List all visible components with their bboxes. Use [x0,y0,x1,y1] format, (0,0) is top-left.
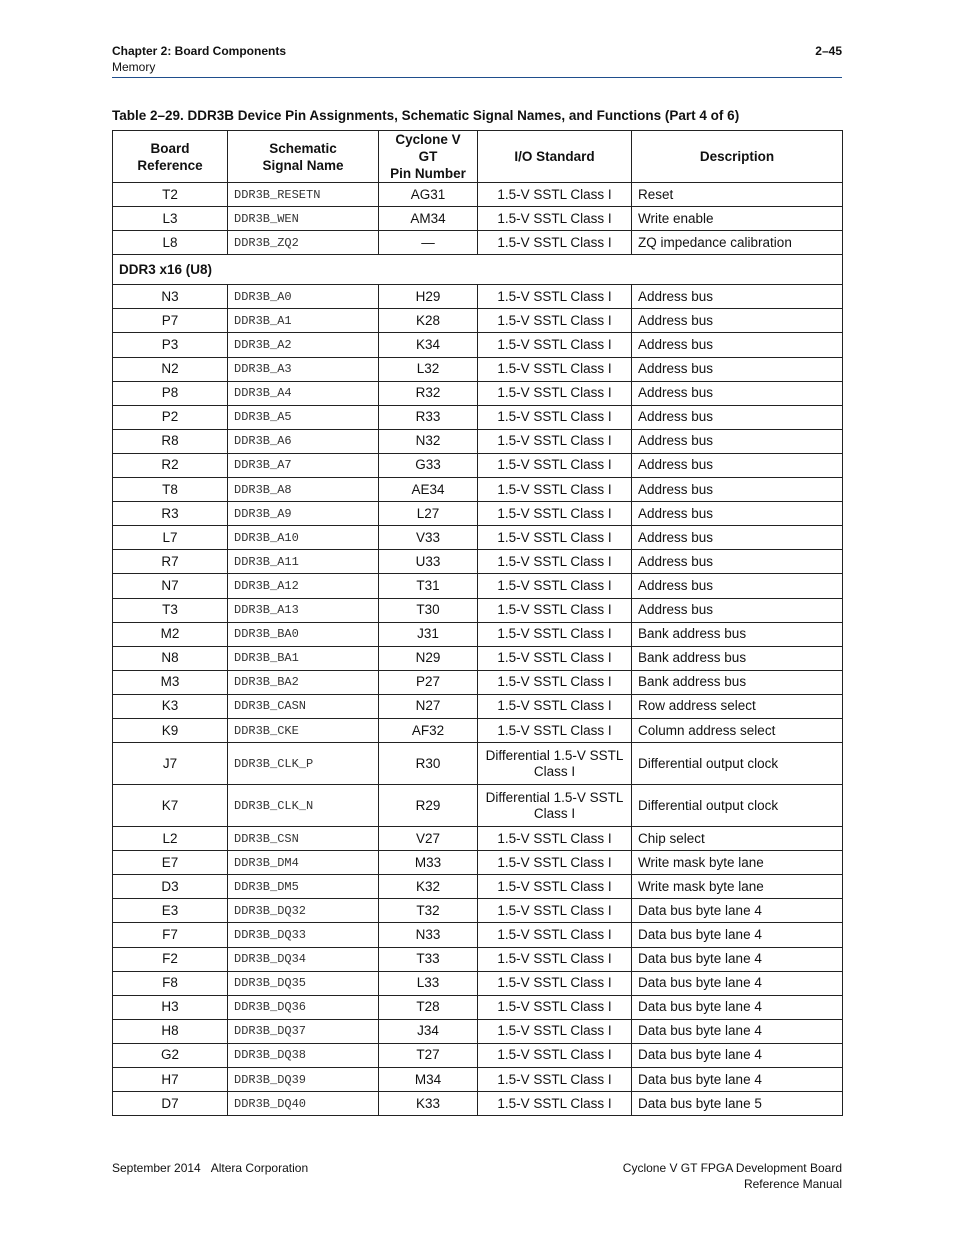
cell-description: ZQ impedance calibration [632,231,843,255]
table-row [113,526,843,550]
cell-board-reference: P8 [113,381,228,405]
cell-description: Data bus byte lane 4 [632,1043,843,1067]
cell-pin-number: R33 [379,405,478,429]
cell-io-standard: 1.5-V SSTL Class I [478,718,632,742]
table-row [113,743,843,785]
cell-signal-name: DDR3B_DQ36 [228,995,379,1019]
table-row [113,429,843,453]
table-row [113,502,843,526]
cell-io-standard: Differential 1.5-V SSTL Class I [478,743,632,785]
cell-pin-number: L27 [379,502,478,526]
cell-signal-name: DDR3B_RESETN [228,183,379,207]
table-row [113,1019,843,1043]
cell-pin-number: AM34 [379,207,478,231]
cell-signal-name: DDR3B_BA2 [228,670,379,694]
cell-pin-number: K33 [379,1092,478,1116]
table-row [113,923,843,947]
cell-pin-number: N29 [379,646,478,670]
cell-io-standard: 1.5-V SSTL Class I [478,574,632,598]
footer-date: September 2014 [112,1161,201,1175]
table-row [113,381,843,405]
cell-signal-name: DDR3B_DQ32 [228,899,379,923]
table-row [113,574,843,598]
cell-signal-name: DDR3B_DQ39 [228,1068,379,1092]
header-divider [112,77,842,78]
cell-board-reference: D3 [113,875,228,899]
table-caption: Table 2–29. DDR3B Device Pin Assignments, Schematic Signal Names, and Functions (Part 4 of 6) [112,108,740,123]
cell-pin-number: AG31 [379,183,478,207]
cell-pin-number: T33 [379,947,478,971]
cell-board-reference: M2 [113,622,228,646]
cell-io-standard: 1.5-V SSTL Class I [478,646,632,670]
col-header-description: Description [632,131,843,183]
cell-description: Address bus [632,429,843,453]
cell-description: Data bus byte lane 4 [632,971,843,995]
cell-io-standard: 1.5-V SSTL Class I [478,309,632,333]
cell-description: Address bus [632,405,843,429]
cell-description: Address bus [632,453,843,477]
cell-io-standard: 1.5-V SSTL Class I [478,453,632,477]
table-row [113,785,843,827]
cell-signal-name: DDR3B_DM5 [228,875,379,899]
table-section [113,255,843,285]
col-header-board-reference: Board Reference [113,131,228,183]
cell-io-standard: 1.5-V SSTL Class I [478,381,632,405]
cell-pin-number: — [379,231,478,255]
table-row [113,231,843,255]
cell-pin-number: J34 [379,1019,478,1043]
cell-io-standard: 1.5-V SSTL Class I [478,526,632,550]
cell-signal-name: DDR3B_A1 [228,309,379,333]
cell-description: Write mask byte lane [632,875,843,899]
cell-board-reference: K9 [113,718,228,742]
cell-description: Data bus byte lane 4 [632,923,843,947]
cell-board-reference: M3 [113,670,228,694]
cell-io-standard: 1.5-V SSTL Class I [478,622,632,646]
cell-signal-name: DDR3B_A6 [228,429,379,453]
cell-description: Address bus [632,478,843,502]
cell-description: Differential output clock [632,785,843,827]
cell-signal-name: DDR3B_CASN [228,694,379,718]
cell-board-reference: L3 [113,207,228,231]
cell-pin-number: R29 [379,785,478,827]
cell-signal-name: DDR3B_A8 [228,478,379,502]
cell-io-standard: 1.5-V SSTL Class I [478,231,632,255]
table-row [113,453,843,477]
cell-signal-name: DDR3B_A9 [228,502,379,526]
cell-io-standard: 1.5-V SSTL Class I [478,478,632,502]
cell-description: Chip select [632,827,843,851]
cell-io-standard: 1.5-V SSTL Class I [478,502,632,526]
cell-signal-name: DDR3B_A10 [228,526,379,550]
cell-description: Data bus byte lane 5 [632,1092,843,1116]
cell-pin-number: T32 [379,899,478,923]
cell-board-reference: F8 [113,971,228,995]
cell-pin-number: R32 [379,381,478,405]
col-header-signal-name: Schematic Signal Name [228,131,379,183]
cell-pin-number: T28 [379,995,478,1019]
cell-board-reference: N8 [113,646,228,670]
cell-board-reference: H8 [113,1019,228,1043]
table-row [113,718,843,742]
cell-io-standard: 1.5-V SSTL Class I [478,550,632,574]
cell-board-reference: L7 [113,526,228,550]
cell-signal-name: DDR3B_A4 [228,381,379,405]
cell-signal-name: DDR3B_CKE [228,718,379,742]
cell-board-reference: H3 [113,995,228,1019]
cell-board-reference: R7 [113,550,228,574]
table-row [113,971,843,995]
cell-signal-name: DDR3B_BA1 [228,646,379,670]
page-number: 2–45 [815,44,842,58]
cell-board-reference: P7 [113,309,228,333]
cell-board-reference: R2 [113,453,228,477]
cell-description: Address bus [632,309,843,333]
cell-pin-number: T27 [379,1043,478,1067]
table-row [113,1068,843,1092]
cell-pin-number: H29 [379,285,478,309]
cell-pin-number: AE34 [379,478,478,502]
cell-description: Data bus byte lane 4 [632,947,843,971]
col-header-io-standard: I/O Standard [478,131,632,183]
table-row [113,827,843,851]
cell-io-standard: 1.5-V SSTL Class I [478,405,632,429]
cell-signal-name: DDR3B_A3 [228,357,379,381]
table-row [113,207,843,231]
footer-left [112,1160,308,1176]
cell-io-standard: 1.5-V SSTL Class I [478,1068,632,1092]
cell-description: Address bus [632,526,843,550]
cell-description: Row address select [632,694,843,718]
cell-board-reference: L8 [113,231,228,255]
cell-description: Bank address bus [632,670,843,694]
cell-pin-number: N27 [379,694,478,718]
cell-description: Data bus byte lane 4 [632,1019,843,1043]
table-row [113,333,843,357]
cell-signal-name: DDR3B_DQ34 [228,947,379,971]
table-row [113,1092,843,1116]
cell-pin-number: J31 [379,622,478,646]
footer-doc-subtitle: Reference Manual [743,1177,842,1191]
cell-description: Bank address bus [632,646,843,670]
cell-board-reference: R3 [113,502,228,526]
cell-board-reference: T8 [113,478,228,502]
cell-io-standard: 1.5-V SSTL Class I [478,851,632,875]
cell-pin-number: L32 [379,357,478,381]
cell-io-standard: 1.5-V SSTL Class I [478,670,632,694]
cell-description: Bank address bus [632,622,843,646]
cell-io-standard: 1.5-V SSTL Class I [478,947,632,971]
cell-io-standard: 1.5-V SSTL Class I [478,598,632,622]
cell-board-reference: P3 [113,333,228,357]
cell-description: Data bus byte lane 4 [632,995,843,1019]
cell-pin-number: L33 [379,971,478,995]
cell-io-standard: 1.5-V SSTL Class I [478,899,632,923]
cell-board-reference: L2 [113,827,228,851]
cell-board-reference: R8 [113,429,228,453]
table-row [113,357,843,381]
cell-pin-number: T30 [379,598,478,622]
cell-io-standard: 1.5-V SSTL Class I [478,333,632,357]
cell-signal-name: DDR3B_DQ40 [228,1092,379,1116]
cell-signal-name: DDR3B_A7 [228,453,379,477]
table-row [113,875,843,899]
table-row [113,670,843,694]
table-row [113,622,843,646]
cell-signal-name: DDR3B_A0 [228,285,379,309]
chapter-title: Chapter 2: Board Components [112,44,287,58]
cell-description: Data bus byte lane 4 [632,899,843,923]
cell-signal-name: DDR3B_CSN [228,827,379,851]
cell-io-standard: 1.5-V SSTL Class I [478,971,632,995]
footer-doc-title: Cyclone V GT FPGA Development Board [622,1161,842,1175]
cell-io-standard: 1.5-V SSTL Class I [478,1043,632,1067]
table-row [113,646,843,670]
cell-pin-number: R30 [379,743,478,785]
cell-io-standard: 1.5-V SSTL Class I [478,1092,632,1116]
cell-description: Address bus [632,381,843,405]
cell-pin-number: K32 [379,875,478,899]
cell-signal-name: DDR3B_A2 [228,333,379,357]
table-row [113,598,843,622]
cell-pin-number: N33 [379,923,478,947]
cell-board-reference: E3 [113,899,228,923]
cell-signal-name: DDR3B_A13 [228,598,379,622]
table-row [113,309,843,333]
table-row [113,550,843,574]
cell-description: Write enable [632,207,843,231]
footer-right [623,1160,842,1192]
cell-signal-name: DDR3B_A11 [228,550,379,574]
cell-description: Address bus [632,285,843,309]
cell-description: Differential output clock [632,743,843,785]
cell-board-reference: K3 [113,694,228,718]
cell-io-standard: 1.5-V SSTL Class I [478,694,632,718]
section-title: Memory [112,60,156,74]
cell-description: Data bus byte lane 4 [632,1068,843,1092]
table-header-row [113,131,843,183]
cell-description: Column address select [632,718,843,742]
cell-description: Address bus [632,550,843,574]
cell-signal-name: DDR3B_DQ38 [228,1043,379,1067]
section-row [113,255,843,285]
cell-pin-number: G33 [379,453,478,477]
table-row [113,183,843,207]
cell-pin-number: K34 [379,333,478,357]
cell-io-standard: 1.5-V SSTL Class I [478,1019,632,1043]
cell-pin-number: M34 [379,1068,478,1092]
cell-io-standard: 1.5-V SSTL Class I [478,875,632,899]
table-body-main [113,285,843,1116]
cell-signal-name: DDR3B_DQ33 [228,923,379,947]
cell-board-reference: N3 [113,285,228,309]
cell-description: Address bus [632,333,843,357]
cell-pin-number: V27 [379,827,478,851]
cell-io-standard: 1.5-V SSTL Class I [478,827,632,851]
table-row [113,851,843,875]
cell-pin-number: T31 [379,574,478,598]
cell-io-standard: Differential 1.5-V SSTL Class I [478,785,632,827]
table-row [113,285,843,309]
cell-board-reference: F2 [113,947,228,971]
cell-description: Address bus [632,357,843,381]
cell-signal-name: DDR3B_DQ35 [228,971,379,995]
cell-board-reference: F7 [113,923,228,947]
cell-signal-name: DDR3B_DM4 [228,851,379,875]
table-row [113,694,843,718]
table-row [113,478,843,502]
footer-company: Altera Corporation [210,1161,309,1175]
cell-board-reference: E7 [113,851,228,875]
table-row [113,405,843,429]
cell-io-standard: 1.5-V SSTL Class I [478,923,632,947]
cell-board-reference: D7 [113,1092,228,1116]
cell-signal-name: DDR3B_A5 [228,405,379,429]
cell-signal-name: DDR3B_BA0 [228,622,379,646]
col-header-pin-number: Cyclone V GT Pin Number [379,131,478,183]
cell-signal-name: DDR3B_CLK_N [228,785,379,827]
cell-board-reference: N2 [113,357,228,381]
table-row [113,995,843,1019]
pin-assignment-table [112,130,843,1116]
cell-pin-number: U33 [379,550,478,574]
cell-signal-name: DDR3B_ZQ2 [228,231,379,255]
cell-signal-name: DDR3B_A12 [228,574,379,598]
cell-board-reference: P2 [113,405,228,429]
cell-pin-number: K28 [379,309,478,333]
cell-board-reference: J7 [113,743,228,785]
cell-io-standard: 1.5-V SSTL Class I [478,207,632,231]
cell-pin-number: V33 [379,526,478,550]
cell-board-reference: N7 [113,574,228,598]
cell-signal-name: DDR3B_WEN [228,207,379,231]
cell-signal-name: DDR3B_CLK_P [228,743,379,785]
cell-pin-number: AF32 [379,718,478,742]
table-body-top [113,183,843,255]
cell-description: Write mask byte lane [632,851,843,875]
cell-io-standard: 1.5-V SSTL Class I [478,357,632,381]
cell-description: Reset [632,183,843,207]
cell-board-reference: G2 [113,1043,228,1067]
running-header [112,43,286,75]
table-row [113,1043,843,1067]
section-label: DDR3 x16 (U8) [113,255,843,285]
cell-pin-number: M33 [379,851,478,875]
table-row [113,947,843,971]
cell-description: Address bus [632,502,843,526]
cell-io-standard: 1.5-V SSTL Class I [478,285,632,309]
cell-board-reference: T2 [113,183,228,207]
cell-board-reference: H7 [113,1068,228,1092]
cell-io-standard: 1.5-V SSTL Class I [478,429,632,453]
cell-io-standard: 1.5-V SSTL Class I [478,995,632,1019]
table-row [113,899,843,923]
cell-signal-name: DDR3B_DQ37 [228,1019,379,1043]
cell-description: Address bus [632,574,843,598]
cell-pin-number: P27 [379,670,478,694]
cell-pin-number: N32 [379,429,478,453]
cell-io-standard: 1.5-V SSTL Class I [478,183,632,207]
cell-board-reference: T3 [113,598,228,622]
cell-board-reference: K7 [113,785,228,827]
cell-description: Address bus [632,598,843,622]
